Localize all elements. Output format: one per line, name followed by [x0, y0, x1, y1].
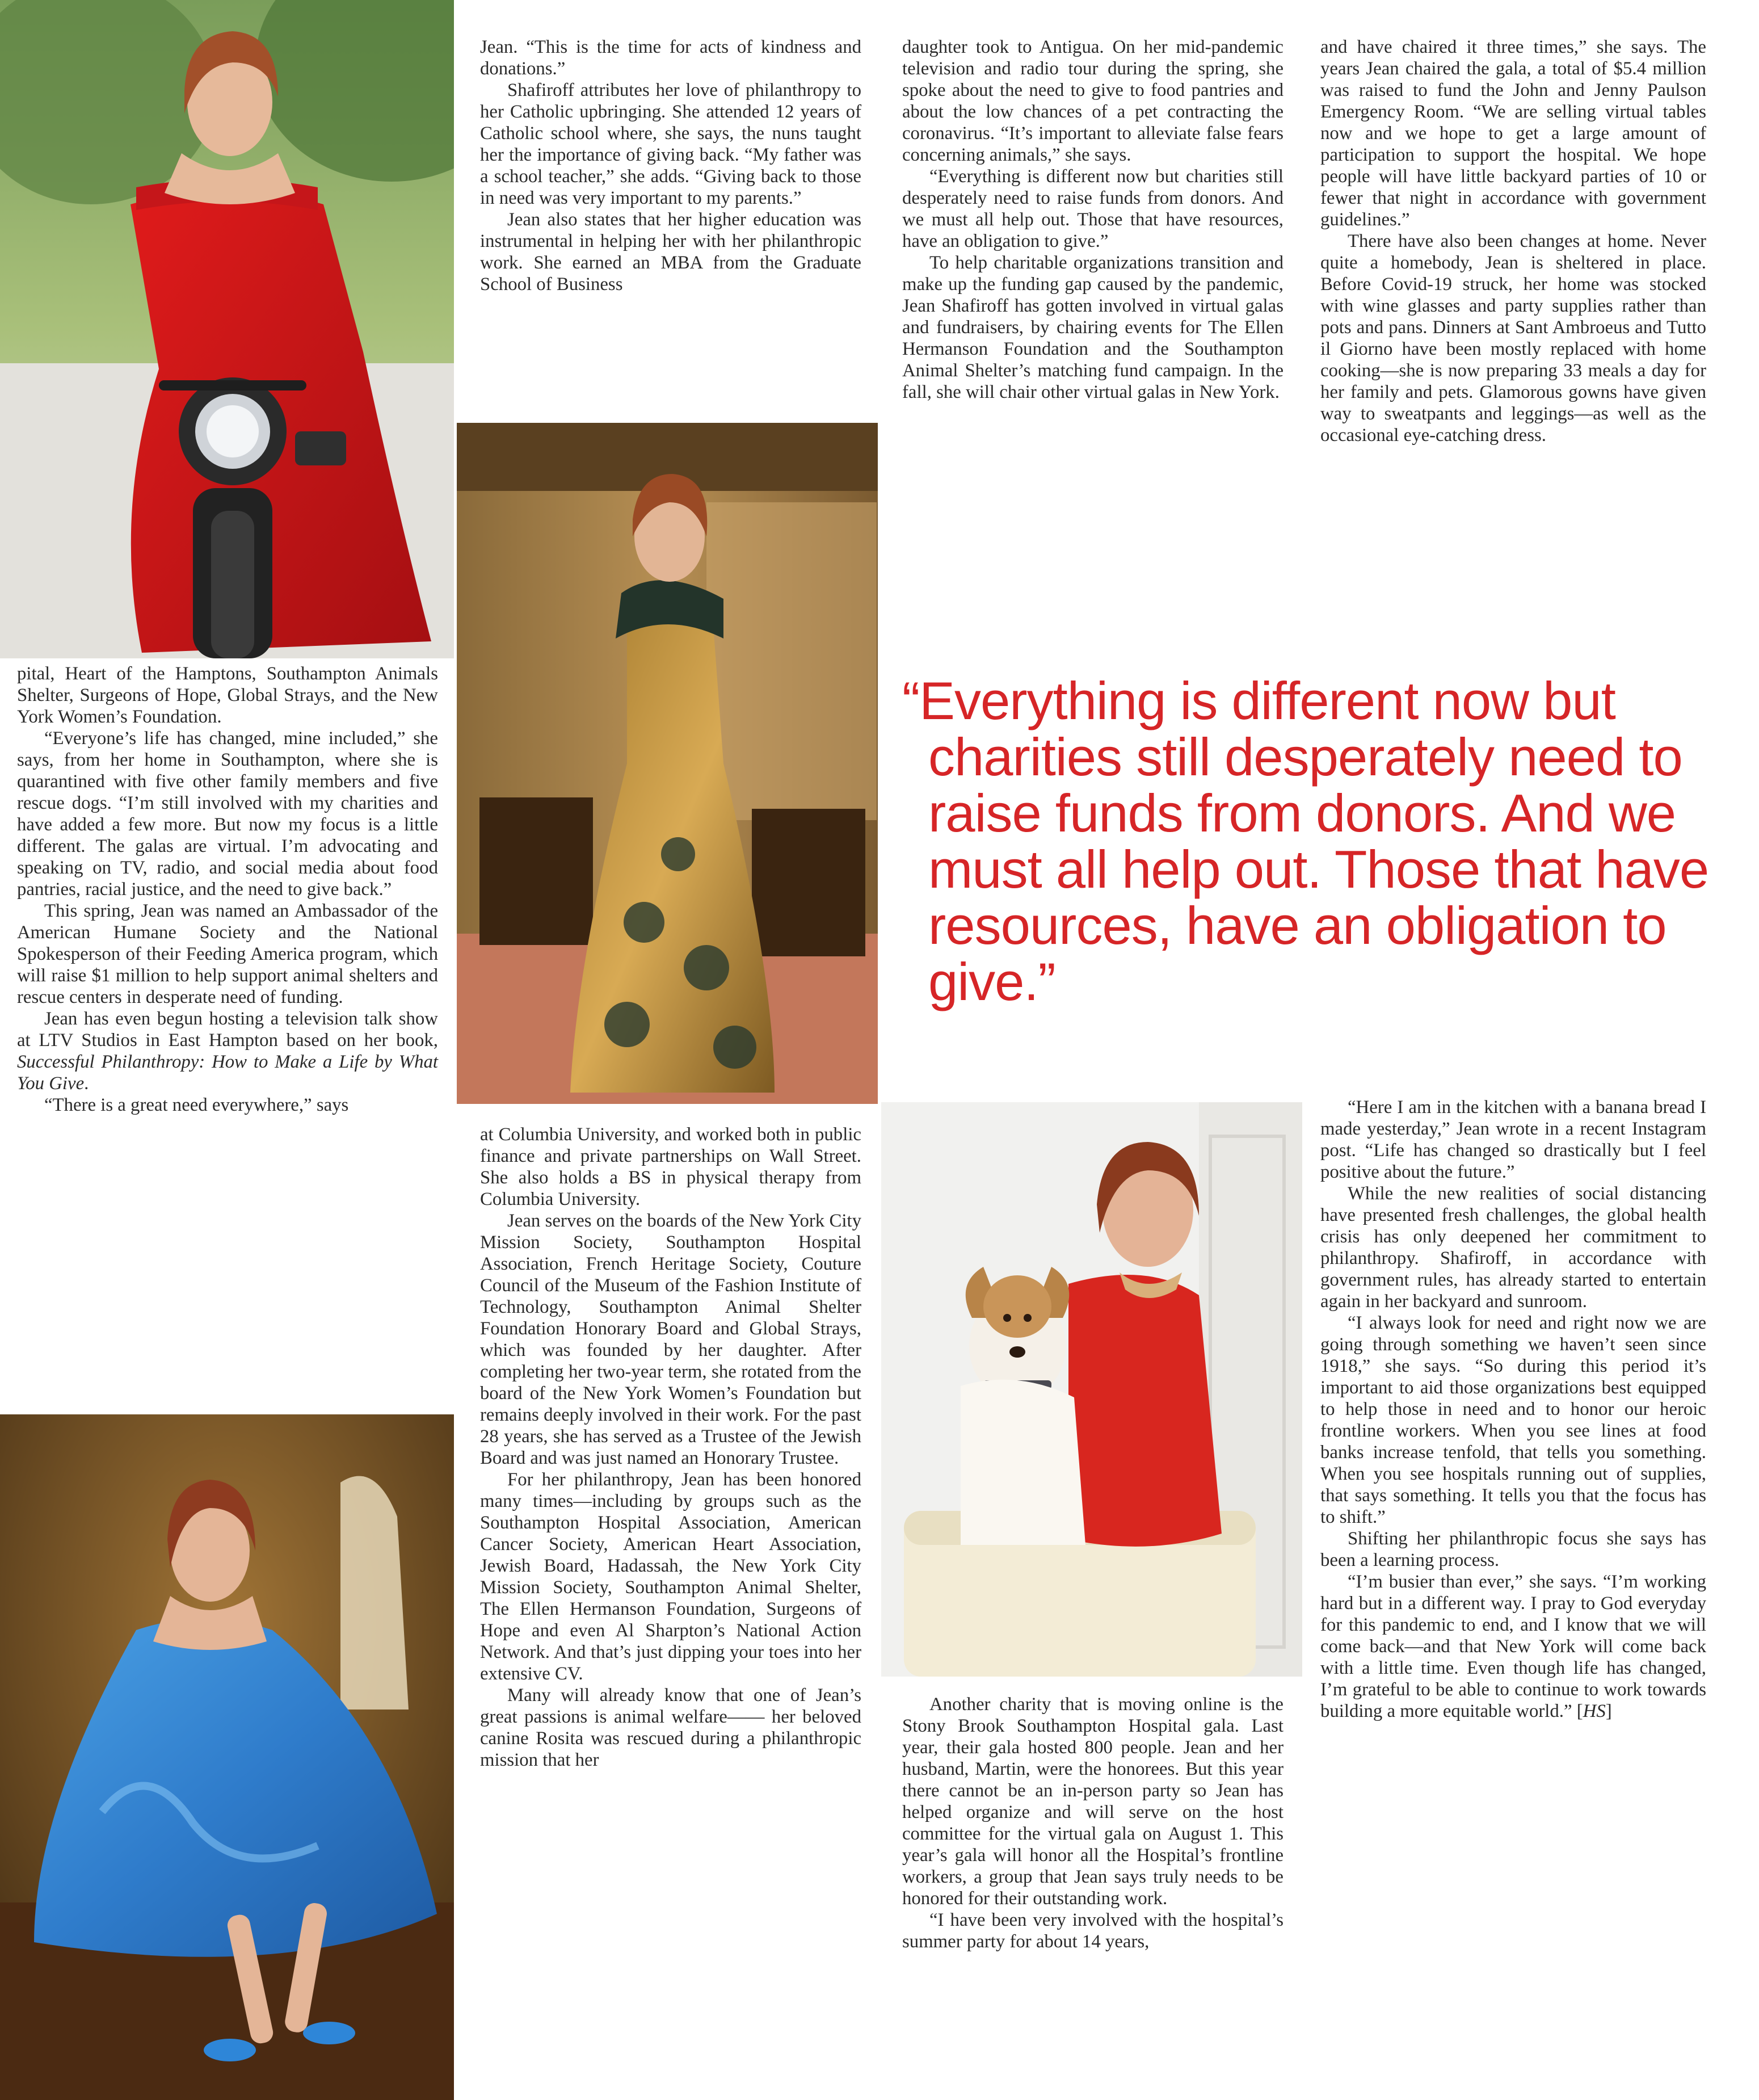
article-paragraph: and have chaired it three times,” she says. The years Jean chaired the gala, a total of $5.4 million was raised to fund the John and Jenny Paulson Emergency Room. “We are selling virtual tables now and we hope to get a large amount of participation to support the hospital. We hope people will have little backyard parties of 10 or fewer that night in accordance with government guidelines.”: [1320, 37, 1706, 230]
article-paragraph: Jean also states that her higher education was instrumental in helping her with her philanthropic work. She earned an MBA from the Graduate School of Business: [480, 209, 861, 295]
blue-gown-seated-photo: [0, 1414, 454, 2100]
article-paragraph: “I have been very involved with the hospital’s summer party for about 14 years,: [902, 1910, 1284, 1952]
article-paragraph: at Columbia University, and worked both in public finance and private partnerships on Wall Street. She also holds a BS in physical therapy from Columbia University.: [480, 1124, 861, 1209]
article-paragraph: “Everything is different now but charities still desperately need to raise funds from donors. And we must all help out. Those that have resources, have an obligation to give.”: [902, 166, 1284, 251]
article-paragraph: daughter took to Antigua. On her mid-pandemic television and radio tour during the spring, she spoke about the need to give to food pantries and about the low chances of a pet contracting the coronavirus. “It’s important to alleviate false fears concerning animals,” she says.: [902, 37, 1284, 165]
article-paragraph: pital, Heart of the Hamptons, Southampton Animals Shelter, Surgeons of Hope, Global Strays, and the New York Women’s Foundation.: [17, 663, 438, 727]
article-paragraph: Shafiroff attributes her love of philanthropy to her Catholic upbringing. She attended 12 years of Catholic school where, she says, the nuns taught her the importance of giving back. “My father was a school teacher,” she adds. “Giving back to those in need was very important to my parents.”: [480, 80, 861, 208]
article-column-1-top: [17, 663, 438, 1116]
book-title: Successful Philanthropy: How to Make a Life by What You Give: [17, 1052, 438, 1094]
article-column-2-top: [480, 36, 861, 295]
article-paragraph: Jean serves on the boards of the New York City Mission Society, Southampton Hospital Association, French Heritage Society, Couture Council of the Museum of the Fashion Institute of Technology, Southampton Animal Shelter Foundation Honorary Board and Global Strays, which was founded by her daughter. After completing her two-year term, she rotated from the board of the New York Women’s Foundation but remains deeply involved in their work. For the past 28 years, she has served as a Trustee of the Jewish Board and was just named an Honorary Trustee.: [480, 1211, 861, 1468]
red-gown-motorcycle-photo: [0, 0, 454, 658]
article-paragraph: “There is a great need everywhere,” says: [44, 1095, 349, 1115]
article-column-4-bottom: [1320, 1097, 1706, 1722]
article-paragraph: To help charitable organizations transition and make up the funding gap caused by the pandemic, Jean Shafiroff has gotten involved in virtual galas and fundraisers, by chairing events for The Ellen Hermanson Foundation and the Southampton Animal Shelter’s matching fund campaign. In the fall, she will chair other virtual galas in New York.: [902, 253, 1284, 402]
gold-gown-dining-room-photo: [457, 423, 878, 1104]
article-paragraph: “Here I am in the kitchen with a banana bread I made yesterday,” Jean wrote in a recent Instagram post. “Life has changed so drastically but I feel positive about the future.”: [1320, 1097, 1706, 1182]
article-paragraph: For her philanthropy, Jean has been honored many times—including by groups such as the Southampton Hospital Association, American Cancer Society, American Heart Association, Jewish Board, Hadassah, the New York City Mission Society, Southampton Animal Shelter, The Ellen Hermanson Foundation, Surgeons of Hope and even Al Sharpton’s National Action Network. And that’s just dipping your toes into her extensive CV.: [480, 1469, 861, 1684]
article-paragraph: “Everyone’s life has changed, mine included,” she says, from her home in Southampton, where she is quarantined with five other family members and five rescue dogs. “I’m still involved with my charities and have added a few more. But now my focus is a little different. The galas are virtual. I’m advocating and speaking on TV, radio, and social media about food pantries, racial justice, and the need to give back.”: [17, 728, 438, 900]
article-paragraph: Jean. “This is the time for acts of kindness and donations.”: [480, 37, 861, 79]
article-paragraph: This spring, Jean was named an Ambassador of the American Humane Society and the National Spokesperson of their Feeding America program, which will raise $1 million to help support animal shelters and rescue centers in desperate need of funding.: [17, 901, 438, 1007]
pull-quote: “Everything is different now but charities still desperately need to raise funds from donors. And we must all help out. Those that have resources, have an obligation to give.”: [902, 671, 1709, 1011]
article-paragraph: [17, 1008, 438, 1094]
article-column-3-top: [902, 36, 1284, 403]
article-paragraph: There have also been changes at home. Never quite a homebody, Jean is sheltered in place. Before Covid-19 struck, her home was stocked with wine glasses and party supplies rather than pots and pans. Dinners at Sant Ambroeus and Tutto il Giorno have been mostly replaced with home cooking—she is now preparing 33 meals a day for her family and pets. Glamorous gowns have given way to sweatpants and leggings—as well as the occasional eye-catching dress.: [1320, 231, 1706, 446]
text-run: “I’m busier than ever,” she says. “I’m working hard but in a different way. I pray to God everyday for this pandemic to end, and I know that we will come back—and that New York will come back with a little time. Even though life has changed, I’m grateful to be able to continue to work towards building a more equitable world.” [: [1320, 1572, 1706, 1721]
article-paragraph: While the new realities of social distancing have presented fresh challenges, the global health crisis has only deepened her commitment to philanthropy. Shafiroff, in accordance with government rules, has already started to entertain again in her backyard and sunroom.: [1320, 1183, 1706, 1312]
text-run: .: [84, 1073, 89, 1094]
article-paragraph: Many will already know that one of Jean’s great passions is animal welfare—— her beloved canine Rosita was rescued during a philanthropic mission that her: [480, 1685, 861, 1770]
article-paragraph: Another charity that is moving online is the Stony Brook Southampton Hospital gala. Last year, their gala hosted 800 people. Jean and her husband, Martin, were the honorees. But this year there cannot be an in-person party so Jean has helped organize and will serve on the host committee for the virtual gala on August 1. This year’s gala will honor all the Hospital’s frontline workers, a group that Jean says truly needs to be honored for their outstanding work.: [902, 1694, 1284, 1909]
article-column-4-top: [1320, 36, 1706, 446]
text-run: ]: [1605, 1701, 1612, 1721]
text-run: Jean has even begun hosting a television talk show at LTV Studios in East Hampton based on her book,: [17, 1009, 438, 1051]
article-column-2-bottom: [480, 1124, 861, 1771]
article-paragraph: Shifting her philanthropic focus she says has been a learning process.: [1320, 1528, 1706, 1570]
article-paragraph: “I always look for need and right now we are going through something we haven’t seen since 1918,” she says. “So during this period it’s important to aid those organizations best equipped to help those in need and to honor our heroic frontline workers. When you see lines at food banks increase tenfold, that tells you something. When you see hospitals running out of supplies, that says something. It tells you that the focus has to shift.”: [1320, 1313, 1706, 1527]
red-dress-with-dog-photo: [881, 1102, 1302, 1677]
article-paragraph: [1320, 1571, 1706, 1722]
author-initials: HS: [1583, 1701, 1606, 1721]
article-column-3-bottom: [902, 1694, 1284, 1952]
